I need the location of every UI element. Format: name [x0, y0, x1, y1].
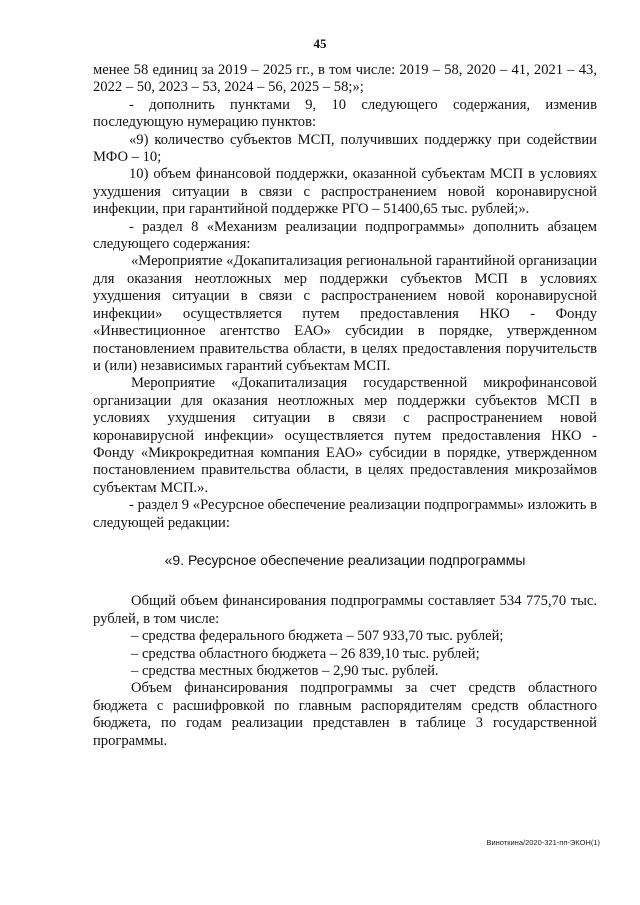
paragraph-section-9: - раздел 9 «Ресурсное обеспечение реализации подпрограммы» изложить в следующей редакции: [93, 497, 597, 531]
funding-item-federal: – средства федерального бюджета – 507 933,70 тыс. рублей; [131, 628, 504, 645]
paragraph-indicator-continuation: менее 58 единиц за 2019 – 2025 гг., в том числе: 2019 – 58, 2020 – 41, 2021 – 43, 2022 – 50, 2023 – 53, 2024 – 56, 2025 – 58;»; [93, 62, 597, 96]
section-heading: «9. Ресурсное обеспечение реализации подпрограммы [164, 551, 526, 568]
paragraph-item-9: «9) количество субъектов МСП, получивших поддержку при содействии МФО – 10; [93, 131, 597, 166]
footer-code: Виноткина/2020-321-пп-ЭКОН(1) [486, 838, 600, 847]
funding-item-local: – средства местных бюджетов – 2,90 тыс. рублей. [131, 663, 439, 679]
paragraph-closing: Объем финансирования подпрограммы за счет средств областного бюджета с расшифровкой по главным распорядителям средств областного бюджета, по годам реализации представлен в таблице 3 государственной программы. [93, 680, 597, 749]
paragraph-section-8: - раздел 8 «Механизм реализации подпрограммы» дополнить абзацем следующего содержания: [93, 218, 597, 253]
document-body [93, 62, 597, 750]
page-number: 45 [313, 36, 327, 51]
paragraph-measure-guarantee: «Мероприятие «Докапитализация региональной гарантийной организации для оказания неотложных мер поддержки субъектов МСП в условиях ухудшения ситуации в связи с распространением новой коронавирусной инфекции» осуществляется путем предоставления НКО - Фонду «Инвестиционное агентство ЕАО» субсидии в порядке, утвержденном постановлением правительства области, в целях предоставления поручительств и (или) независимых гарантий субъектам МСП. [93, 253, 597, 374]
paragraph-item-10: 10) объем финансовой поддержки, оказанной субъектам МСП в условиях ухудшения ситуации в связи с распространением новой коронавирусной инфекции, при гарантийной поддержке РГО – 51400,65 тыс. рублей;». [93, 166, 597, 218]
paragraph-add-items: - дополнить пунктами 9, 10 следующего содержания, изменив последующую нумерацию пунктов: [93, 96, 597, 131]
funding-list [93, 628, 597, 680]
funding-item-regional: – средства областного бюджета – 26 839,10 тыс. рублей; [131, 645, 480, 662]
paragraph-measure-microfinance: Мероприятие «Докапитализация государственной микрофинансовой организации для оказания неотложных мер поддержки субъектов МСП в условиях ухудшения ситуации в связи с распространением новой коронавирусной инфекции» осуществляется путем предоставления НКО - Фонду «Микрокредитная компания ЕАО» субсидии в порядке, утвержденном постановлением правительства области, в целях предоставления микрозаймов субъектам МСП.». [93, 375, 597, 496]
paragraph-funding-total: Общий объем финансирования подпрограммы составляет 534 775,70 тыс. рублей, в том числе: [93, 593, 597, 627]
